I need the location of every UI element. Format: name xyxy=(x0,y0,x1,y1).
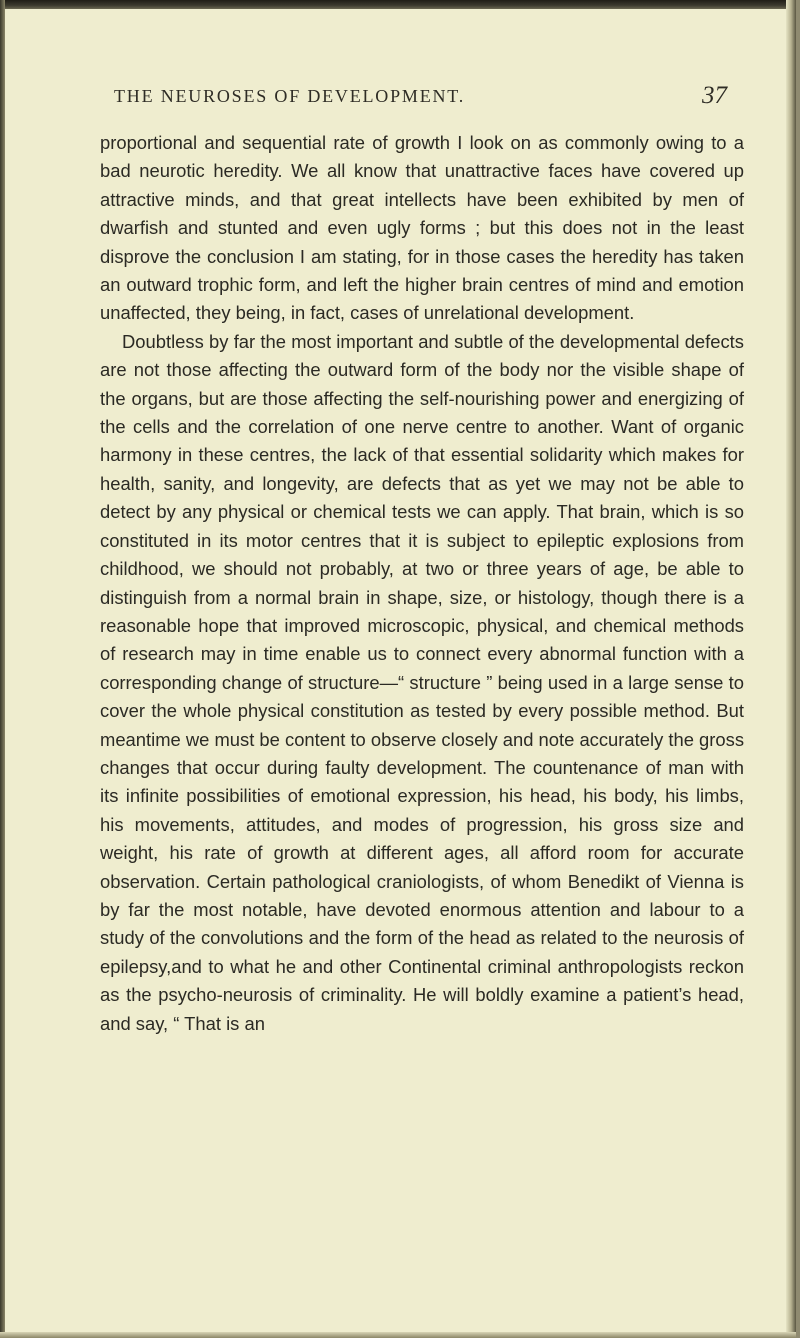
page-number: 37 xyxy=(702,82,727,109)
page-right-edge xyxy=(786,0,796,1338)
running-title: THE NEUROSES OF DEVELOPMENT. xyxy=(114,86,466,106)
paragraph-continuation: proportional and sequential rate of growth I look on as commonly owing to a bad neurotic heredity. We all know that unattractive faces have covered up attractive minds, and that great intellects have been exhibited by men of dwarfish and stunted and even ugly forms ; but this does not in the least disprove the conclusion I am stating, for in those cases the heredity has taken an outward trophic form, and left the higher brain centres of mind and emotion unaffected, they being, in fact, cases of unrelational development. xyxy=(100,132,744,324)
page-bottom-edge xyxy=(0,1332,796,1338)
body-text xyxy=(100,129,744,1038)
page-left-shadow xyxy=(0,0,5,1338)
paragraph-developmental-defects: Doubtless by far the most important and subtle of the developmental defects are not those affecting the outward form of the body nor the visible shape of the organs, but are those affecting the self-nourishing power and energizing of the cells and the correlation of one nerve centre to another. Want of organic harmony in these centres, the lack of that essential solidarity which makes for health, sanity, and longevity, are defects that as yet we may not be able to detect by any physical or chemical tests we can apply. That brain, which is so constituted in its motor centres that it is subject to epileptic explosions from childhood, we should not probably, at two or three years of age, be able to distinguish from a normal brain in shape, size, or histology, though there is a reasonable hope that improved microscopic, physical, and chemical methods of research may in time enable us to connect every abnormal function with a corresponding change of structure—“ structure ” being used in a large sense to cover the whole physical constitution as tested by every possible method. But meantime we must be content to observe closely and note accurately the gross changes that occur during faulty development. The countenance of man with its infinite possibilities of emotional expression, his head, his body, his limbs, his movements, attitudes, and modes of progression, his gross size and weight, his rate of growth at different ages, all afford room for accurate observation. Certain pathological craniologists, of whom Benedikt of Vienna is by far the most notable, have devoted enormous attention and labour to a study of the convolutions and the form of the head as related to the neurosis of epilepsy,and to what he and other Continental criminal anthropologists reckon as the psycho-neurosis of criminality. He will boldly examine a patient’s head, and say, “ That is an xyxy=(100,330,745,1034)
page-top-shadow xyxy=(0,0,796,9)
running-head xyxy=(100,82,740,126)
